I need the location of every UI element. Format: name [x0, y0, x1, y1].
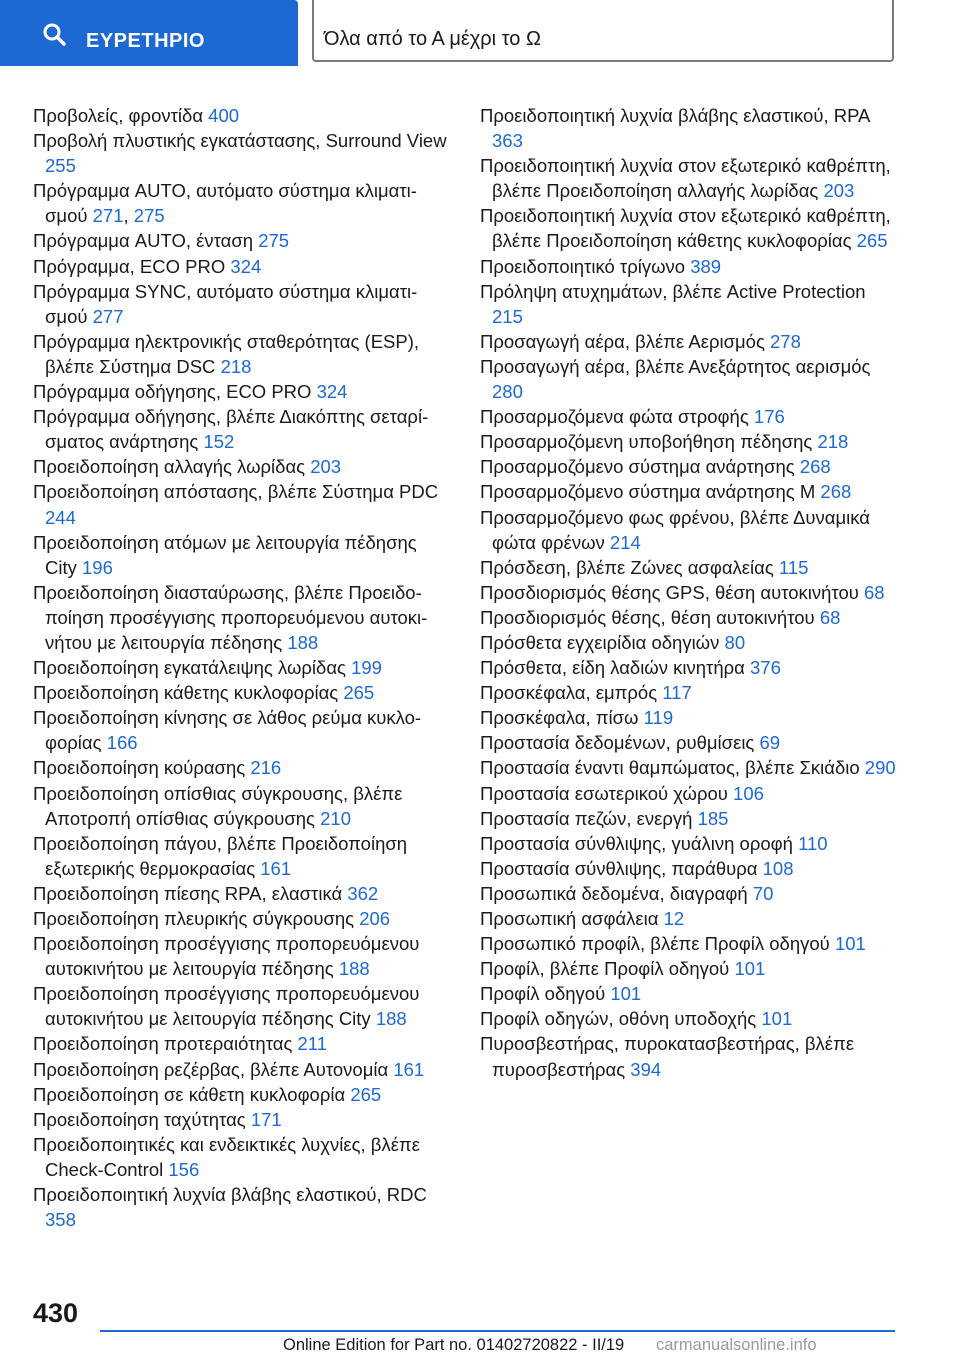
index-term: Προειδοποιητική λυχνία βλάβης ελαστικού, RDC	[33, 1184, 427, 1206]
index-entry	[480, 781, 900, 806]
index-term: Προειδοποίηση προσέγγισης προπορευόμενου αυτοκινήτου με λειτουργία πέδησης	[33, 933, 420, 980]
index-column-left	[33, 103, 453, 1232]
page-link[interactable]: 152	[203, 431, 235, 453]
page-link[interactable]: 68	[864, 581, 885, 603]
page-link[interactable]: 101	[610, 983, 642, 1005]
index-term: Προφίλ οδηγών, οθόνη υποδοχής	[480, 1008, 757, 1030]
index-entry	[480, 655, 900, 680]
page-link[interactable]: 101	[834, 933, 866, 955]
page-link[interactable]: 278	[770, 330, 801, 352]
index-entry	[480, 755, 900, 780]
page-link[interactable]: 108	[762, 857, 794, 879]
index-term: Προειδοποίηση εγκατάλειψης λωρίδας	[33, 657, 346, 679]
index-entry	[480, 856, 900, 881]
page-link[interactable]: 265	[343, 682, 375, 704]
page-link[interactable]: 188	[375, 1008, 407, 1030]
page-link[interactable]: 277	[92, 305, 124, 327]
page-link[interactable]: 203	[823, 180, 855, 202]
index-entry	[480, 354, 900, 404]
index-term: Προσωπικά δεδομένα, διαγραφή	[480, 882, 748, 904]
index-entry	[480, 906, 900, 931]
page-link[interactable]: 275	[258, 230, 290, 252]
page-link[interactable]: 210	[320, 807, 351, 829]
index-entry	[33, 781, 453, 831]
index-column-right	[480, 103, 900, 1082]
index-term: Προφίλ οδηγού	[480, 983, 606, 1005]
page-link[interactable]: 115	[778, 556, 809, 578]
footer-watermark: carmanualsonline.info	[656, 1336, 817, 1354]
index-entry	[33, 178, 453, 228]
index-term: Προειδοποίηση προσέγγισης προπορευόμενου αυτοκινήτου με λειτουργία πέδησης City	[33, 983, 420, 1030]
index-term: Προσωπικό προφίλ, βλέπε Προφίλ οδηγού	[480, 933, 830, 955]
index-entry	[480, 254, 900, 279]
page-link[interactable]: 119	[643, 707, 674, 729]
index-entry	[33, 479, 453, 529]
page-number: 430	[33, 1298, 79, 1328]
page-link[interactable]: 176	[753, 406, 785, 428]
index-entry	[480, 404, 900, 429]
index-entry	[33, 1031, 453, 1056]
index-term: Προειδοποίηση κίνησης σε λάθος ρεύμα κυκλοφορίας	[33, 707, 422, 754]
page-link[interactable]: 156	[168, 1158, 200, 1180]
page-link[interactable]: 265	[350, 1083, 382, 1105]
page-link[interactable]: 268	[820, 481, 852, 503]
index-term: Προειδοποίηση ταχύτητας	[33, 1108, 246, 1130]
page-link[interactable]: 161	[260, 857, 292, 879]
section-subject	[312, 0, 894, 62]
page-link[interactable]: 203	[310, 456, 342, 478]
index-term: Προειδοποίηση πίεσης RPA, ελαστικά	[33, 882, 343, 904]
index-entry	[480, 203, 900, 253]
page-link[interactable]: 362	[347, 882, 379, 904]
page-link[interactable]: 389	[690, 255, 722, 277]
index-term: Προστασία σύνθλιψης, παράθυρα	[480, 857, 758, 879]
index-tab-label: ΕΥΡΕΤΗΡΙΟ	[86, 30, 205, 52]
index-term: Προειδοποιητικές και ενδεικτικές λυχνίες, βλέπε Check-Control	[33, 1133, 420, 1180]
index-entry	[480, 580, 900, 605]
index-entry	[480, 1006, 900, 1031]
page-link[interactable]: 101	[761, 1008, 793, 1030]
index-term: Προειδοποίηση αλλαγής λωρίδας	[33, 456, 306, 478]
page-link[interactable]: 268	[799, 456, 831, 478]
index-term: Πρόσθετα, είδη λαδιών κινητήρα	[480, 657, 745, 679]
index-term: Προειδοποίηση διασταύρωσης, βλέπε Προειδοποίηση προσέγγισης προπορευόμενου αυτοκινήτου με λειτουργία πέδησης	[33, 581, 428, 653]
page-link[interactable]: 376	[750, 657, 781, 679]
footer-edition: Online Edition for Part no. 01402720822 - II/19	[283, 1336, 625, 1354]
index-term: Πρόσθετα εγχειρίδια οδηγιών	[480, 631, 720, 653]
index-entry	[480, 429, 900, 454]
index-term: Προβολή πλυστικής εγκατάστασης, Surround View	[33, 130, 447, 152]
page-link[interactable]: 12	[663, 908, 685, 929]
page-separator: ,	[123, 205, 129, 227]
section-subject-text: Όλα από το Α μέχρι το Ω	[324, 28, 541, 50]
index-entry	[480, 279, 900, 329]
page-link[interactable]: 271	[92, 205, 124, 227]
index-entry	[33, 906, 453, 931]
page-link[interactable]: 188	[287, 631, 319, 653]
index-term: Προειδοποίηση κάθετης κυκλοφορίας	[33, 682, 339, 704]
index-term: Προειδοποίηση απόστασης, βλέπε Σύστημα PDC	[33, 481, 439, 503]
page-link[interactable]: 394	[630, 1058, 662, 1080]
index-entry	[33, 254, 453, 279]
index-term: Προειδοποιητική λυχνία βλάβης ελαστικού, RPA	[480, 105, 870, 126]
page-link[interactable]: 161	[393, 1058, 425, 1080]
index-term: Πρόγραμμα ηλεκτρονικής σταθερότητας (ESP), βλέπε Σύστημα DSC	[33, 330, 420, 377]
index-term: Προστασία εσωτερικού χώρου	[480, 782, 728, 804]
page-link[interactable]: 290	[864, 757, 896, 779]
index-entry	[480, 605, 900, 630]
page-link[interactable]: 255	[45, 155, 76, 177]
index-entry	[33, 755, 453, 780]
index-entry	[480, 981, 900, 1006]
index-entry	[33, 228, 453, 253]
index-term: Προσκέφαλα, εμπρός	[480, 682, 658, 704]
index-entry	[33, 1182, 453, 1232]
page-link[interactable]: 358	[45, 1209, 76, 1231]
index-entry	[480, 956, 900, 981]
page-link[interactable]: 68	[819, 606, 841, 628]
page-link[interactable]: 188	[338, 958, 370, 980]
index-term: Προσαρμοζόμενο σύστημα ανάρτησης	[480, 456, 795, 478]
index-entry	[33, 530, 453, 580]
index-entry	[480, 881, 900, 906]
index-term: Προσαγωγή αέρα, βλέπε Ανεξάρτητος αερισμός	[480, 355, 871, 377]
index-entry	[33, 931, 453, 981]
index-term: Πρόγραμμα SYNC, αυτόματο σύστημα κλιματισμού	[33, 280, 418, 327]
page-link[interactable]: 324	[316, 381, 348, 403]
index-term: Πρόγραμμα, ECO PRO	[33, 255, 226, 277]
index-entry	[33, 379, 453, 404]
index-entry	[480, 931, 900, 956]
index-entry	[33, 705, 453, 755]
page-link[interactable]: 214	[609, 531, 641, 553]
index-term: Πρόγραμμα AUTO, ένταση	[33, 230, 254, 252]
index-term: Προειδοποίηση προτεραιότητας	[33, 1033, 293, 1055]
page-link[interactable]: 185	[697, 807, 729, 829]
index-term: Προστασία δεδομένων, ρυθμίσεις	[480, 732, 755, 754]
page-link[interactable]: 117	[662, 682, 692, 704]
index-term: Πρόληψη ατυχημάτων, βλέπε Active Protection	[480, 280, 866, 302]
search-icon	[42, 22, 66, 46]
index-term: Προστασία έναντι θαμπώματος, βλέπε Σκιάδιο	[480, 757, 860, 779]
index-term: Πρόγραμμα οδήγησης, ECO PRO	[33, 381, 312, 403]
index-term: Προειδοποιητική λυχνία στον εξωτερικό καθρέπτη, βλέπε Προειδοποίηση κάθετης κυκλοφορίας	[480, 205, 891, 252]
index-term: Πρόγραμμα AUTO, αυτόματο σύστημα κλιματισμού	[33, 180, 417, 227]
page-link[interactable]: 324	[230, 255, 262, 277]
index-entry	[33, 279, 453, 329]
index-entry	[480, 806, 900, 831]
index-term: Προσωπική ασφάλεια	[480, 908, 659, 929]
index-entry	[33, 454, 453, 479]
index-entry	[33, 680, 453, 705]
page-link[interactable]: 206	[359, 908, 391, 929]
page-link[interactable]: 101	[734, 958, 766, 980]
index-term: Πρόγραμμα οδήγησης, βλέπε Διακόπτης σεταρίσματος ανάρτησης	[33, 406, 429, 453]
index-tab[interactable]	[0, 0, 298, 66]
page-link[interactable]: 171	[250, 1108, 282, 1130]
index-entry	[480, 705, 900, 730]
index-entry	[480, 730, 900, 755]
index-term: Προειδοποίηση ατόμων με λειτουργία πέδησης City	[33, 531, 417, 578]
index-term: Προσκέφαλα, πίσω	[480, 707, 639, 729]
index-term: Προσδιορισμός θέσης, θέση αυτοκινήτου	[480, 606, 815, 628]
index-entry	[480, 630, 900, 655]
index-term: Προστασία σύνθλιψης, γυάλινη οροφή	[480, 832, 793, 854]
index-entry	[480, 831, 900, 856]
page-link[interactable]: 275	[133, 205, 165, 227]
index-term: Προσαγωγή αέρα, βλέπε Αερισμός	[480, 330, 765, 352]
index-term: Προσαρμοζόμενα φώτα στροφής	[480, 406, 749, 428]
index-entry	[33, 655, 453, 680]
index-term: Προβολείς, φροντίδα	[33, 105, 204, 126]
page-link[interactable]: 216	[250, 757, 282, 779]
index-entry	[33, 981, 453, 1031]
page-link[interactable]: 199	[351, 657, 382, 679]
page-link[interactable]: 280	[492, 381, 523, 403]
index-term: Προσαρμοζόμενη υποβοήθηση πέδησης	[480, 431, 813, 453]
page-link[interactable]: 80	[724, 631, 746, 653]
index-entry	[33, 329, 453, 379]
index-term: Προειδοποίηση κούρασης	[33, 757, 246, 779]
page-link[interactable]: 106	[733, 782, 764, 804]
index-entry	[33, 404, 453, 454]
page-link[interactable]: 265	[856, 230, 888, 252]
index-entry	[33, 1082, 453, 1107]
page-link[interactable]: 69	[759, 732, 781, 754]
index-entry	[33, 1057, 453, 1082]
page-link[interactable]: 110	[798, 832, 828, 854]
page-header	[0, 0, 960, 66]
index-term: Πυροσβεστήρας, πυροκατασβεστήρας, βλέπε πυροσβεστήρας	[480, 1033, 855, 1080]
index-entry	[480, 103, 900, 153]
index-term: Προστασία πεζών, ενεργή	[480, 807, 693, 829]
page-link[interactable]: 196	[82, 556, 113, 578]
index-term: Προειδοποίηση πάγου, βλέπε Προειδοποίηση εξωτερικής θερμοκρασίας	[33, 832, 408, 879]
index-entry	[480, 153, 900, 203]
index-entry	[480, 555, 900, 580]
index-entry	[480, 680, 900, 705]
index-term: Προειδοποιητικό τρίγωνο	[480, 255, 686, 277]
index-entry	[480, 479, 900, 504]
page-link[interactable]: 400	[208, 105, 240, 126]
index-entry	[33, 831, 453, 881]
index-term: Προειδοποιητική λυχνία στον εξωτερικό καθρέπτη, βλέπε Προειδοποίηση αλλαγής λωρίδας	[480, 155, 891, 202]
page-link[interactable]: 244	[45, 506, 76, 528]
page-link[interactable]: 211	[297, 1033, 328, 1055]
index-entry	[33, 103, 453, 128]
index-term: Προειδοποίηση οπίσθιας σύγκρουσης, βλέπε Αποτροπή οπίσθιας σύγκρουσης	[33, 782, 403, 829]
page-link[interactable]: 70	[752, 882, 774, 904]
index-term: Προφίλ, βλέπε Προφίλ οδηγού	[480, 958, 730, 980]
index-term: Πρόσδεση, βλέπε Ζώνες ασφαλείας	[480, 556, 774, 578]
index-term: Προσαρμοζόμενο σύστημα ανάρτησης M	[480, 481, 816, 503]
page-link[interactable]: 218	[817, 431, 849, 453]
index-entry	[33, 1132, 453, 1182]
index-term: Προσδιορισμός θέσης GPS, θέση αυτοκινήτου	[480, 581, 859, 603]
index-entry	[33, 1107, 453, 1132]
index-entry	[480, 505, 900, 555]
index-entry	[33, 128, 453, 178]
page-link[interactable]: 166	[106, 732, 138, 754]
index-entry	[33, 580, 453, 655]
page-link[interactable]: 215	[492, 305, 523, 327]
index-term: Προειδοποίηση ρεζέρβας, βλέπε Αυτονομία	[33, 1058, 389, 1080]
index-term: Προειδοποίηση πλευρικής σύγκρουσης	[33, 908, 355, 929]
index-term: Προειδοποίηση σε κάθετη κυκλοφορία	[33, 1083, 346, 1105]
page-link[interactable]: 218	[220, 355, 252, 377]
index-entry	[33, 881, 453, 906]
page-link[interactable]: 363	[492, 130, 523, 152]
index-entry	[480, 1031, 900, 1081]
index-term: Προσαρμοζόμενο φως φρένου, βλέπε Δυναμικά φώτα φρένων	[480, 506, 870, 553]
index-entry	[480, 454, 900, 479]
footer-divider	[100, 1330, 895, 1332]
index-entry	[480, 329, 900, 354]
